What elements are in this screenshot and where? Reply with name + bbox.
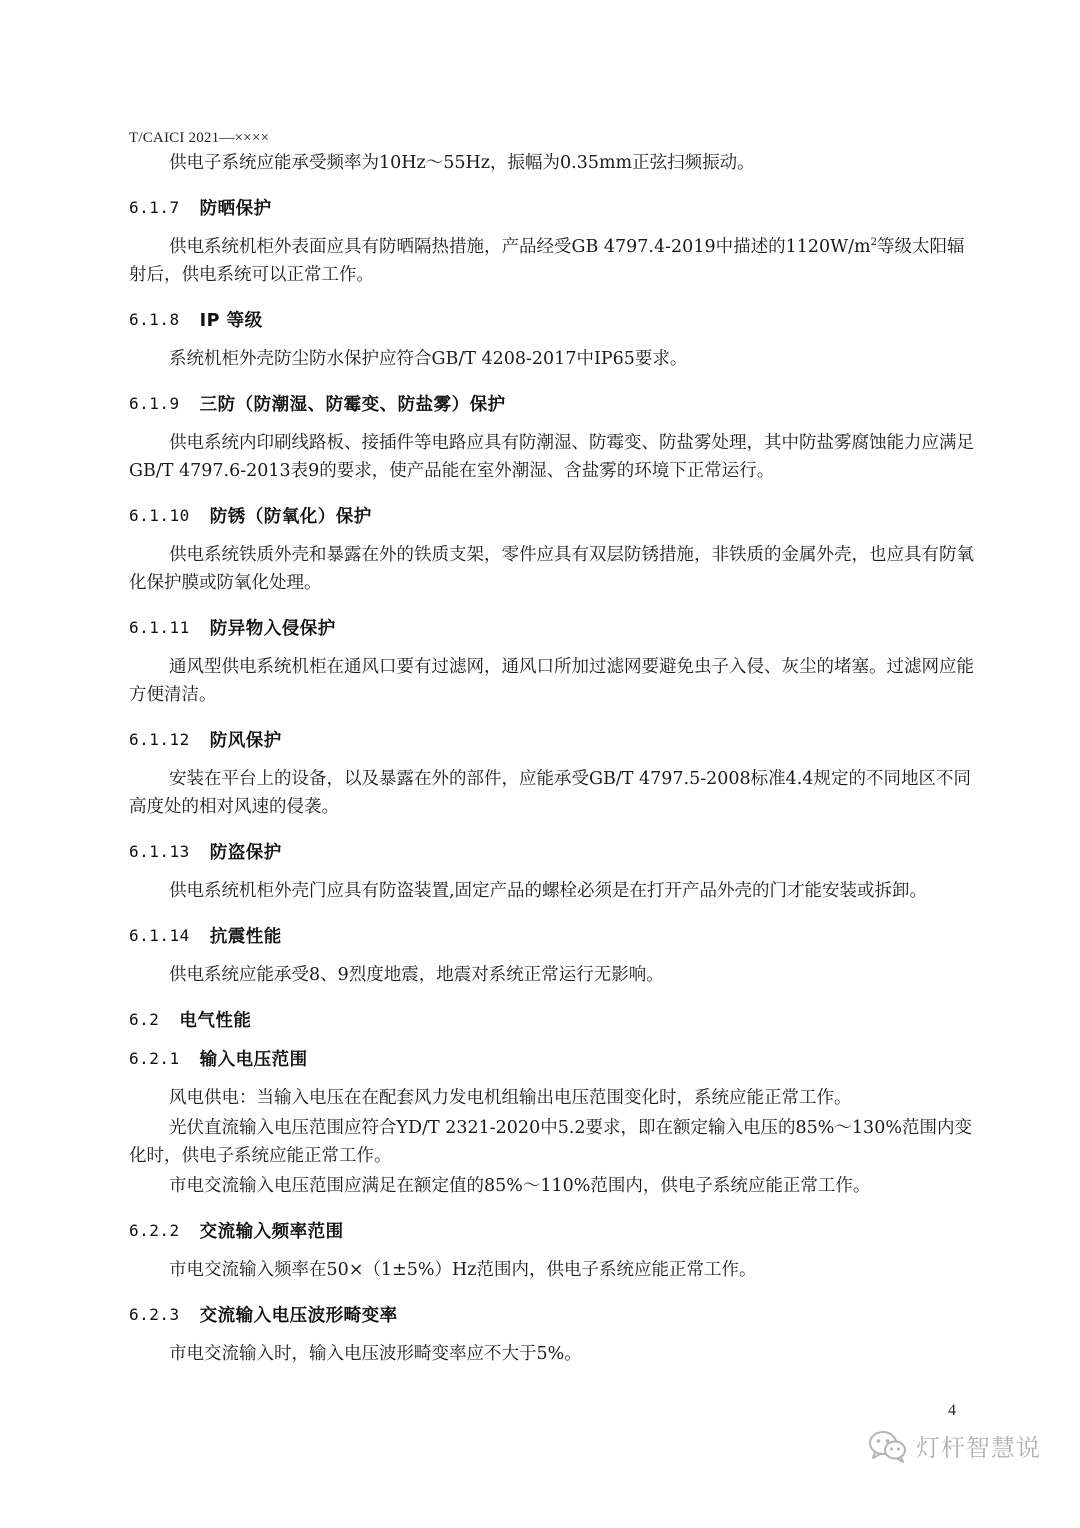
section-number: 6.1.12 <box>129 729 190 749</box>
paragraph: 市电交流输入时，输入电压波形畸变率应不大于5%。 <box>169 1344 582 1364</box>
paragraph: 市电交流输入电压范围应满足在额定值的85%～110%范围内，供电子系统应能正常工作。 <box>169 1176 871 1196</box>
paragraph: 安装在平台上的设备，以及暴露在外的部件，应能承受GB/T 4797.5-2008标准4.4规定的不同地区不同高度处的相对风速的侵袭。 <box>129 769 971 817</box>
section-title: 交流输入频率范围 <box>199 1221 344 1242</box>
section-number: 6.1.14 <box>129 925 190 945</box>
section-heading <box>129 1043 979 1073</box>
paragraph: 供电系统铁质外壳和暴露在外的铁质支架，零件应具有双层防锈措施，非铁质的金属外壳，也应具有防氧化保护膜或防氧化处理。 <box>129 545 974 593</box>
section-title: 交流输入电压波形畸变率 <box>199 1305 398 1326</box>
paragraph: 系统机柜外壳防尘防水保护应符合GB/T 4208-2017中IP65要求。 <box>169 349 688 369</box>
section-number: 6.1.8 <box>129 309 180 329</box>
page-number: 4 <box>948 1402 956 1419</box>
section-heading <box>129 1299 979 1329</box>
section-heading <box>129 612 979 642</box>
section-heading <box>129 724 979 754</box>
paragraph: 供电系统机柜外壳门应具有防盗装置,固定产品的螺栓必须是在打开产品外壳的门才能安装或拆卸。 <box>169 881 928 901</box>
section-title: 防晒保护 <box>199 198 272 219</box>
section-heading <box>129 192 979 222</box>
section-title: 防锈（防氧化）保护 <box>209 506 372 527</box>
section-title: 防风保护 <box>209 730 282 751</box>
section-title: 抗震性能 <box>209 926 282 947</box>
superscript: 2 <box>870 237 877 249</box>
section-title: 三防（防潮湿、防霉变、防盐雾）保护 <box>199 394 506 415</box>
section-heading <box>129 304 979 334</box>
section-heading <box>129 1215 979 1245</box>
section-number: 6.1.9 <box>129 393 180 413</box>
paragraph: 供电系统应能承受8、9烈度地震，地震对系统正常运行无影响。 <box>169 965 664 985</box>
paragraph: 通风型供电系统机柜在通风口要有过滤网，通风口所加过滤网要避免虫子入侵、灰尘的堵塞。过滤网应能方便清洁。 <box>129 657 974 705</box>
paragraph: 光伏直流输入电压范围应符合YD/T 2321-2020中5.2要求，即在额定输入电压的85%～130%范围内变化时，供电子系统应能正常工作。 <box>129 1118 972 1166</box>
section-number: 6.2 <box>129 1009 160 1029</box>
document-code: T/CAICI 2021—×××× <box>129 130 270 146</box>
section-number: 6.2.1 <box>129 1048 180 1068</box>
section-number: 6.2.2 <box>129 1220 180 1240</box>
paragraph: 供电系统内印刷线路板、接插件等电路应具有防潮湿、防霉变、防盐雾处理，其中防盐雾腐蚀能力应满足GB/T 4797.6-2013表9的要求，使产品能在室外潮湿、含盐雾的环境下正常运行。 <box>129 433 974 481</box>
section-number: 6.1.11 <box>129 617 190 637</box>
paragraph: 风电供电：当输入电压在在配套风力发电机组输出电压范围变化时，系统应能正常工作。 <box>169 1088 852 1108</box>
document-body <box>129 147 979 1380</box>
section-heading <box>129 500 979 530</box>
section-title: IP 等级 <box>199 310 263 331</box>
section-number: 6.1.10 <box>129 505 190 525</box>
section-heading <box>129 920 979 950</box>
section-number: 6.2.3 <box>129 1304 180 1324</box>
watermark-text: 灯杆智慧说 <box>916 1434 1041 1462</box>
section-number: 6.1.7 <box>129 197 180 217</box>
section-heading <box>129 836 979 866</box>
section-number: 6.1.13 <box>129 841 190 861</box>
section-title: 电气性能 <box>179 1010 252 1031</box>
section-title: 防盗保护 <box>209 842 282 863</box>
paragraph: 供电子系统应能承受频率为10Hz～55Hz，振幅为0.35mm正弦扫频振动。 <box>169 153 755 173</box>
section-heading <box>129 1004 979 1034</box>
paragraph-text: 等级太阳辐射后，供电系统可以正常工作。 <box>129 237 965 285</box>
paragraph-text: 供电系统机柜外表面应具有防晒隔热措施，产品经受GB 4797.4-2019中描述的1120W/m <box>169 237 871 257</box>
paragraph: 市电交流输入频率在50×（1±5%）Hz范围内，供电子系统应能正常工作。 <box>169 1260 757 1280</box>
paragraph <box>129 231 979 301</box>
section-title: 防异物入侵保护 <box>209 618 336 639</box>
section-title: 输入电压范围 <box>199 1049 308 1070</box>
wechat-icon <box>868 1429 908 1463</box>
watermark <box>868 1428 1041 1463</box>
section-heading <box>129 388 979 418</box>
